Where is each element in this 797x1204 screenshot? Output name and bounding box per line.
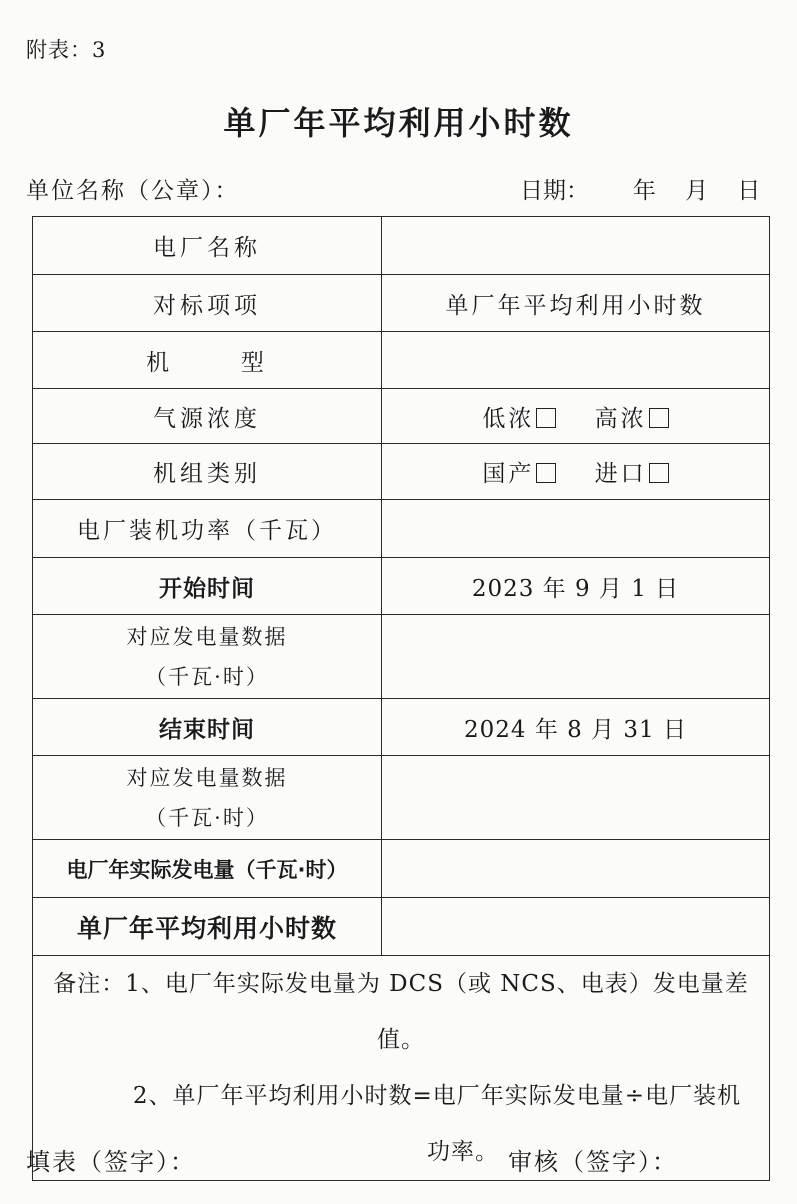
imported-label: 进口 — [594, 461, 647, 487]
gas-concentration-label: 气源浓度 — [33, 389, 382, 444]
start-generation-label — [33, 615, 382, 699]
row-utilization-hours — [33, 898, 770, 956]
plant-name-field[interactable] — [382, 217, 770, 275]
start-time-value: 2023 年 9 月 1 日 — [382, 558, 770, 615]
end-generation-field[interactable] — [382, 756, 770, 840]
model-field[interactable] — [382, 332, 770, 389]
low-concentration-checkbox[interactable] — [536, 408, 556, 428]
reviewer-signature-label: 审核（签字）： — [508, 1148, 678, 1176]
start-generation-label-line2: （千瓦·时） — [145, 664, 269, 689]
date-label: 日期： 年 月 日 — [520, 178, 761, 204]
row-start-time — [33, 558, 770, 615]
row-capacity — [33, 500, 770, 558]
note-line-2: 2、单厂年平均利用小时数=电厂年实际发电量÷电厂装机 — [132, 1083, 742, 1109]
low-concentration-label: 低浓 — [482, 405, 535, 432]
start-generation-field[interactable] — [382, 615, 770, 699]
utilization-hours-field[interactable] — [382, 898, 770, 956]
domestic-label: 国产 — [482, 461, 535, 487]
utilization-hours-label-text: 单厂年平均利用小时数 — [76, 913, 337, 943]
low-concentration-option[interactable] — [482, 400, 556, 433]
plant-name-label: 电厂名称 — [33, 217, 382, 275]
page-title: 单厂年平均利用小时数 — [223, 104, 574, 142]
imported-option[interactable] — [595, 455, 669, 488]
domestic-option[interactable] — [482, 455, 556, 488]
row-benchmark — [33, 275, 770, 332]
row-gas-concentration — [33, 389, 770, 444]
capacity-label: 电厂装机功率（千瓦） — [33, 500, 382, 558]
start-generation-label-line1: 对应发电量数据 — [126, 624, 288, 649]
row-model — [33, 332, 770, 389]
high-concentration-label: 高浓 — [594, 405, 647, 432]
appendix-label: 附表：3 — [26, 38, 107, 62]
end-time-value: 2024 年 8 月 31 日 — [382, 699, 770, 756]
utilization-hours-label — [33, 898, 382, 956]
end-time-label: 结束时间 — [33, 699, 382, 756]
row-plant-name — [33, 217, 770, 275]
row-end-generation — [33, 756, 770, 840]
high-concentration-checkbox[interactable] — [649, 408, 669, 428]
high-concentration-option[interactable] — [595, 400, 669, 433]
actual-generation-label — [33, 840, 382, 898]
row-actual-generation — [33, 840, 770, 898]
imported-checkbox[interactable] — [649, 463, 669, 483]
benchmark-value: 单厂年平均利用小时数 — [382, 275, 770, 332]
unit-type-label: 机组类别 — [33, 444, 382, 500]
unit-name-label: 单位名称（公章）： — [26, 178, 240, 204]
actual-generation-field[interactable] — [382, 840, 770, 898]
note-line-1: 备注：1、电厂年实际发电量为 DCS（或 NCS、电表）发电量差值。 — [53, 971, 749, 1053]
end-generation-label-line2: （千瓦·时） — [145, 805, 269, 830]
end-generation-label — [33, 756, 382, 840]
gas-concentration-options — [382, 389, 770, 444]
note-line-3: 功率。 — [427, 1139, 499, 1165]
report-form-table — [32, 216, 770, 1181]
row-unit-type — [33, 444, 770, 500]
actual-generation-label-text: 电厂年实际发电量（千瓦·时） — [66, 857, 348, 882]
benchmark-label: 对标项项 — [33, 275, 382, 332]
capacity-field[interactable] — [382, 500, 770, 558]
model-label: 机 型 — [33, 332, 382, 389]
filler-signature-label: 填表（签字）： — [26, 1148, 196, 1176]
end-generation-label-line1: 对应发电量数据 — [126, 765, 288, 790]
start-time-label: 开始时间 — [33, 558, 382, 615]
unit-type-options — [382, 444, 770, 500]
row-start-generation — [33, 615, 770, 699]
row-end-time — [33, 699, 770, 756]
domestic-checkbox[interactable] — [536, 463, 556, 483]
